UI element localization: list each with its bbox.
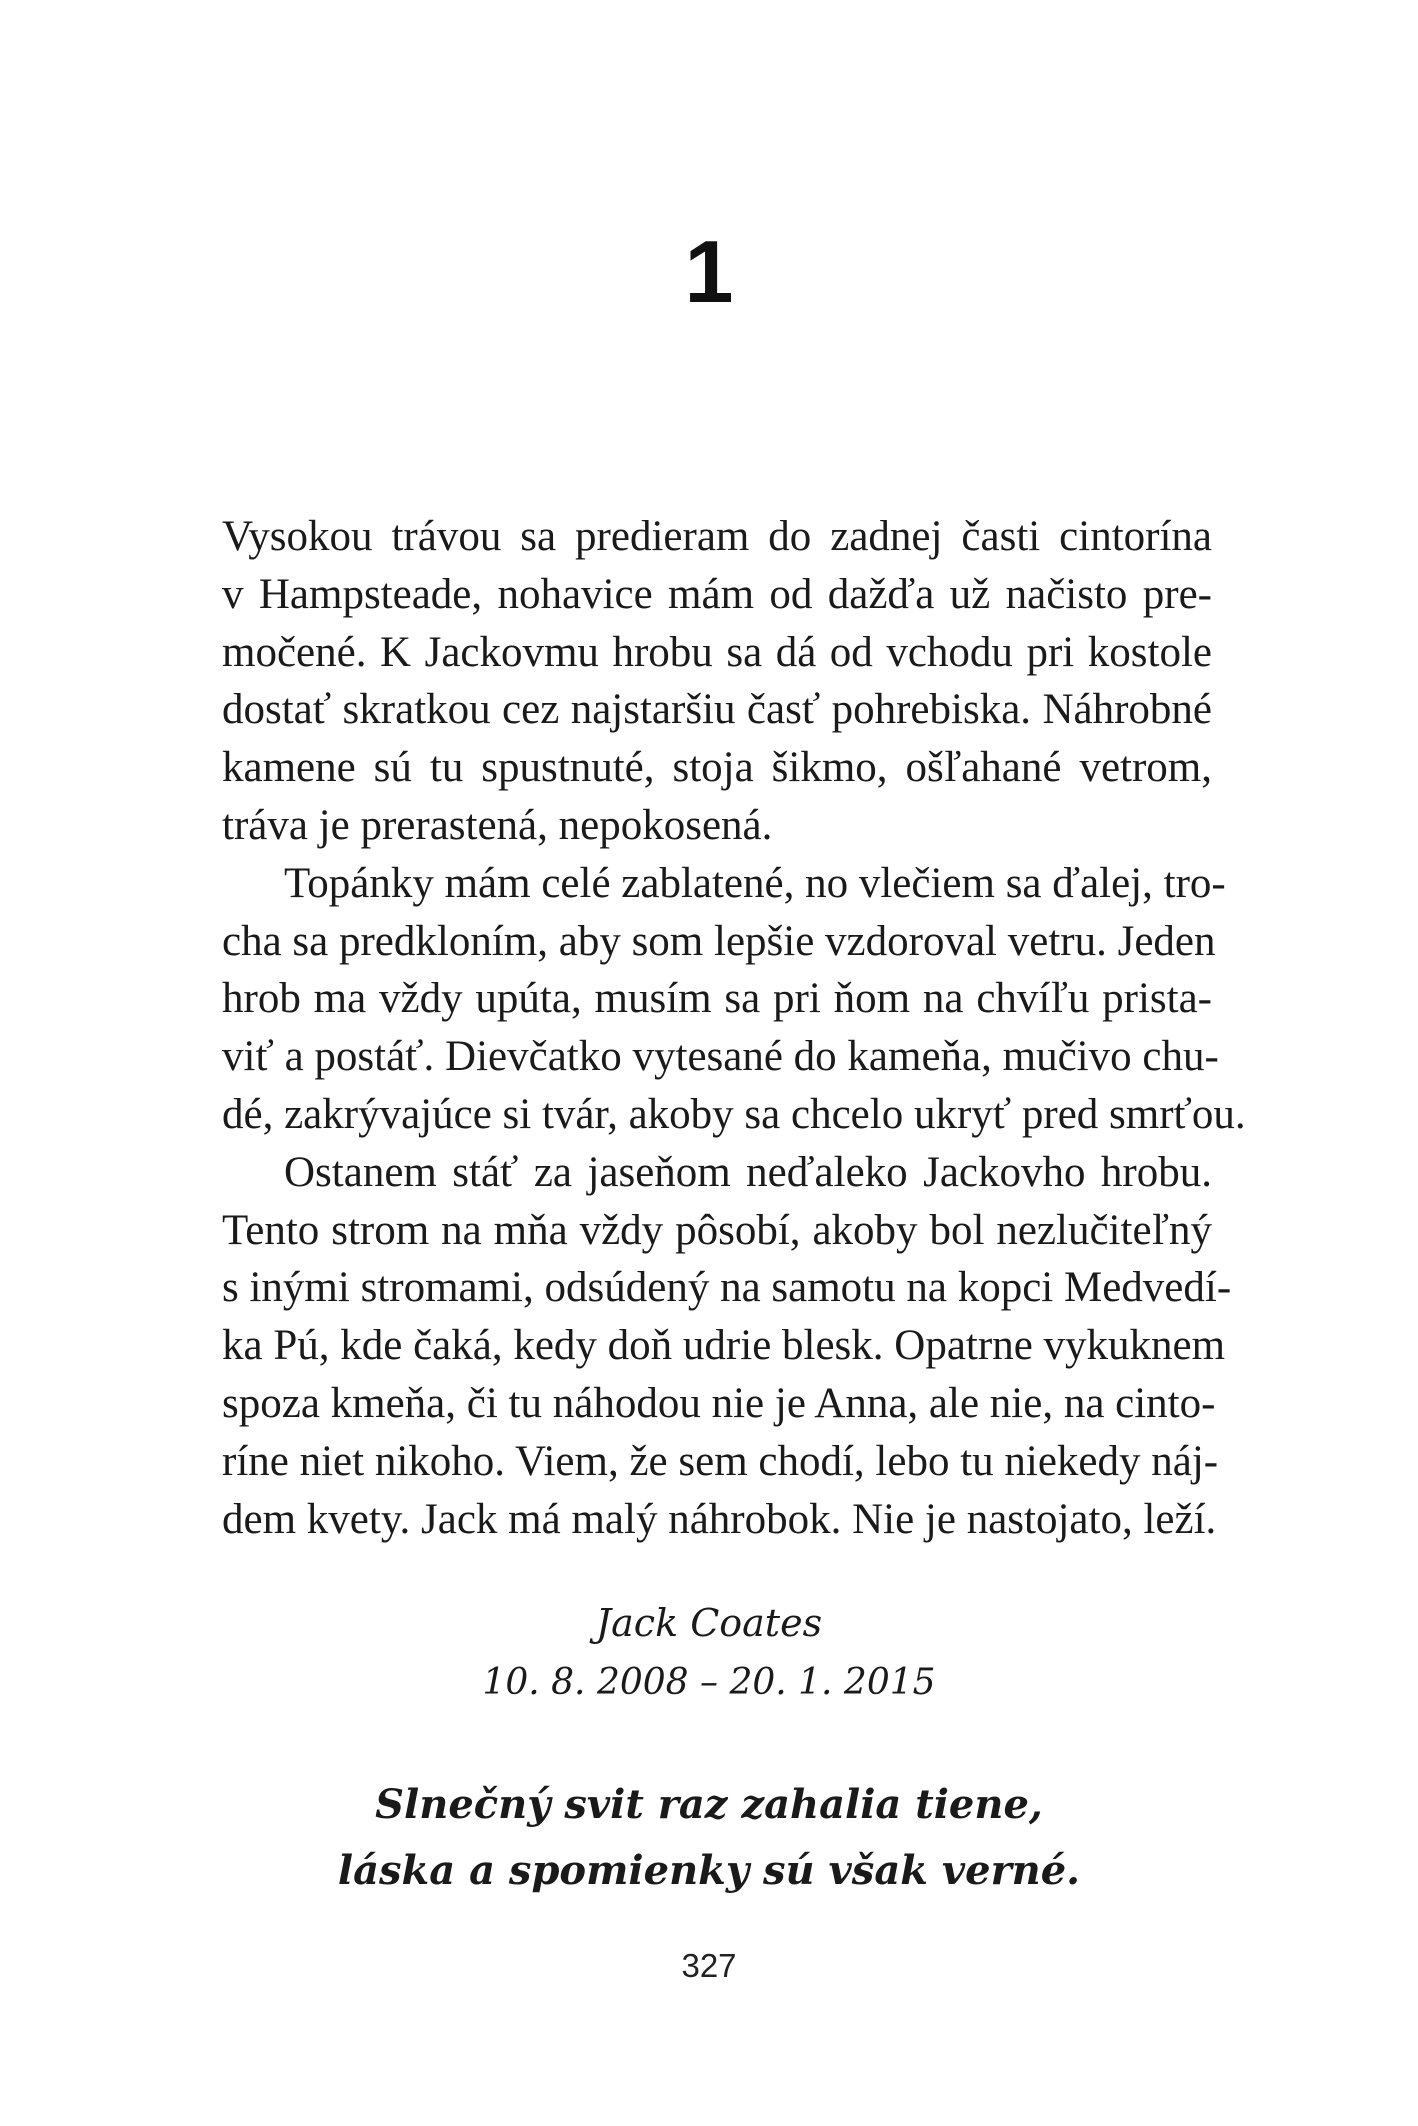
text-line: viť a postáť. Dievčatko vytesané do kameňa, mučivo chu- <box>222 1033 1219 1081</box>
text-line: močené. K Jackovmu hrobu sa dá od vchodu pri kostole <box>222 628 1212 676</box>
text-line: Vysokou trávou sa predieram do zadnej časti cintorína <box>222 513 1212 560</box>
text-line: s inými stromami, odsúdený na samotu na kopci Medvedí- <box>222 1264 1232 1312</box>
text-line: dé, zakrývajúce si tvár, akoby sa chcelo ukryť pred smrťou. <box>222 1090 1246 1138</box>
epitaph-dates: 10. 8. 2008 – 20. 1. 2015 <box>482 1662 936 1703</box>
text-line: Tento strom na mňa vždy pôsobí, akoby bol nezlučiteľný <box>222 1206 1212 1254</box>
page-number: 327 <box>681 1947 737 1984</box>
text-line: cha sa predkloním, aby som lepšie vzdoroval vetru. Jeden <box>222 917 1216 965</box>
text-line: Topánky mám celé zablatené, no vlečiem sa ďalej, tro- <box>284 859 1226 907</box>
verse-line: láska a spomienky sú však verné. <box>337 1847 1081 1894</box>
text-line: v Hampsteade, nohavice mám od dažďa už načisto pre- <box>222 570 1212 618</box>
text-line: hrob ma vždy upúta, musím sa pri ňom na chvíľu prista- <box>222 975 1212 1023</box>
verse-line: Slnečný svit raz zahalia tiene, <box>375 1781 1043 1828</box>
text-line: Ostanem stáť za jaseňom neďaleko Jackovho hrobu. <box>284 1148 1212 1196</box>
text-line: dem kvety. Jack má malý náhrobok. Nie je nastojato, leží. <box>222 1495 1217 1543</box>
text-line: kamene sú tu spustnuté, stoja šikmo, ošľahané vetrom, <box>222 744 1212 792</box>
body-text <box>222 508 1246 1548</box>
text-line: ka Pú, kde čaká, kedy doň udrie blesk. Opatrne vykuknem <box>222 1322 1226 1370</box>
text-line: tráva je prerastená, nepokosená. <box>222 801 773 849</box>
chapter-number: 1 <box>684 222 734 321</box>
epitaph-name: Jack Coates <box>595 1601 823 1645</box>
epitaph-verse <box>0 1772 1418 1904</box>
text-line: ríne niet nikoho. Viem, že sem chodí, lebo tu niekedy náj- <box>222 1437 1219 1485</box>
text-line: dostať skratkou cez najstaršiu časť pohrebiska. Náhrobné <box>222 686 1212 734</box>
text-line: spoza kmeňa, či tu náhodou nie je Anna, ale nie, na cinto- <box>222 1379 1216 1427</box>
